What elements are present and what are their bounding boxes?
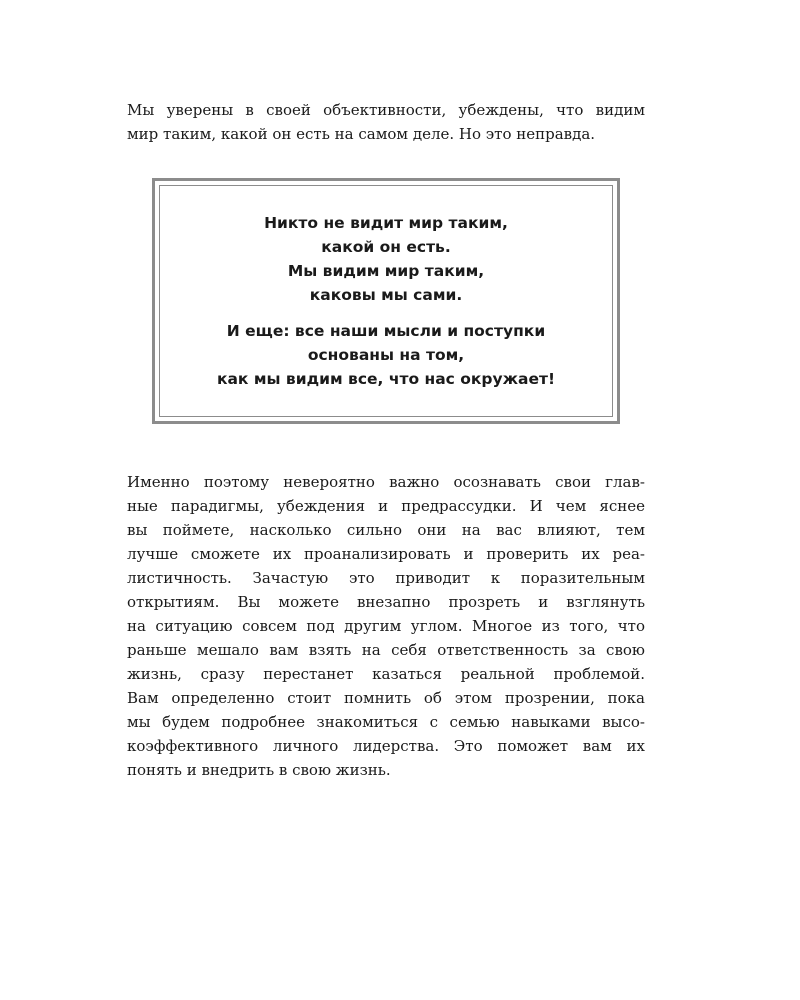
- quote-line: как мы видим все, что нас окружает!: [216, 370, 556, 388]
- body-line: Вам определенно стоит помнить об этом прозрении, пока: [127, 689, 645, 707]
- body-line: мы будем подробнее знакомиться с семью навыками высо-: [127, 713, 645, 731]
- body-line: Именно поэтому невероятно важно осознавать свои глав-: [127, 473, 645, 491]
- body-line: листичность. Зачастую это приводит к поразительным: [127, 569, 645, 587]
- body-line: понять и внедрить в свою жизнь.: [127, 761, 391, 779]
- body-line: жизнь, сразу перестанет казаться реальной проблемой.: [127, 665, 645, 683]
- quote-box: [152, 178, 620, 424]
- intro-paragraph: [127, 98, 645, 146]
- body-paragraph: [127, 470, 645, 782]
- intro-line: Мы уверены в своей объективности, убеждены, что видим: [127, 101, 645, 119]
- body-line: вы поймете, насколько сильно они на вас влияют, тем: [127, 521, 645, 539]
- intro-line: мир таким, какой он есть на самом деле. Но это неправда.: [127, 125, 596, 143]
- body-line: на ситуацию совсем под другим углом. Многое из того, что: [127, 617, 645, 635]
- body-line: открытиям. Вы можете внезапно прозреть и взглянуть: [127, 593, 645, 611]
- quote-stanza-gap: [155, 307, 617, 319]
- quote-line: И еще: все наши мысли и поступки: [226, 322, 546, 340]
- quote-line: какой он есть.: [321, 238, 451, 256]
- quote-line: основаны на том,: [307, 346, 465, 364]
- quote-line: Мы видим мир таким,: [287, 262, 485, 280]
- quote-line: Никто не видит мир таким,: [264, 214, 508, 232]
- quote-line: каковы мы сами.: [309, 286, 463, 304]
- body-line: раньше мешало вам взять на себя ответственность за свою: [127, 641, 645, 659]
- body-line: коэффективного личного лидерства. Это поможет вам их: [127, 737, 645, 755]
- body-line: лучше сможете их проанализировать и проверить их реа-: [127, 545, 645, 563]
- body-line: ные парадигмы, убеждения и предрассудки. И чем яснее: [127, 497, 645, 515]
- quote-text: [155, 211, 617, 391]
